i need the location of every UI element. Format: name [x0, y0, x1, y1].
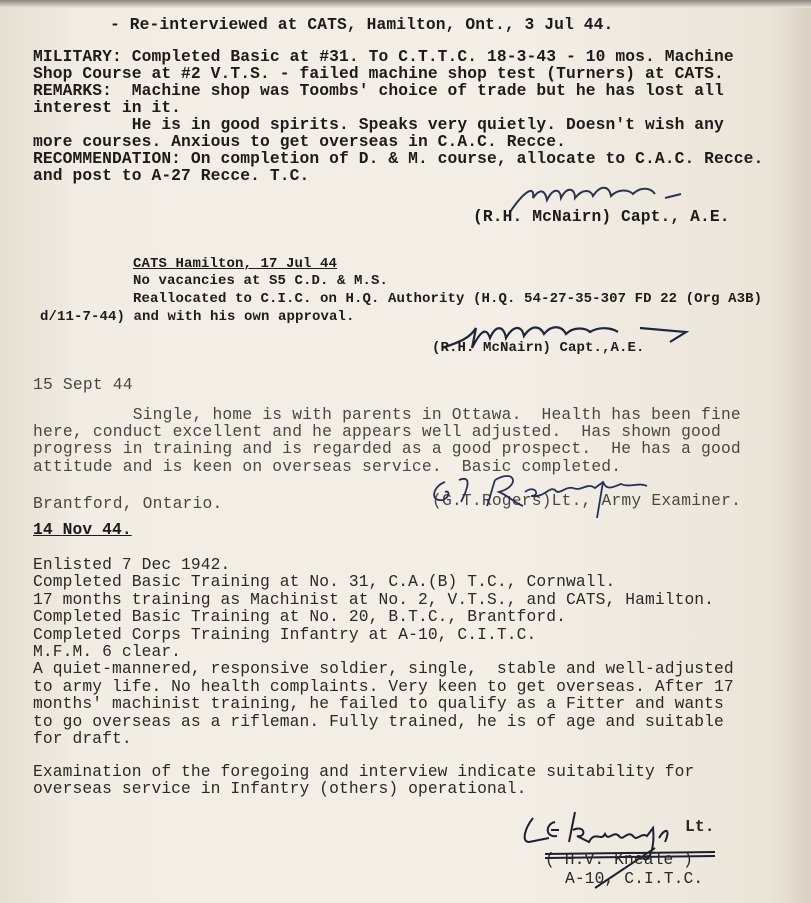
text-line: months' machinist training, he failed to qualify as a Fitter and wants	[33, 694, 724, 714]
brantford-place: Brantford, Ontario.	[33, 494, 223, 513]
text-line: Single, home is with parents in Ottawa. Health has been fine	[33, 405, 741, 424]
text-line: A quiet-mannered, responsive soldier, single, stable and well-adjusted	[33, 659, 734, 679]
text-line: Completed Basic Training at No. 20, B.T.C., Brantford.	[33, 607, 566, 627]
scan-edge	[0, 0, 811, 8]
reallocation-last-line: d/11-7-44) and with his own approval.	[40, 309, 355, 325]
text-line: Completed Basic Training at No. 31, C.A.(B) T.C., Cornwall.	[33, 572, 616, 592]
text-line: 17 months training as Machinist at No. 2, V.T.S., and CATS, Hamilton.	[33, 589, 715, 609]
text-line: Enlisted 7 Dec 1942.	[33, 555, 231, 574]
text-line: for draft.	[33, 729, 132, 749]
text-line: M.F.M. 6 clear.	[33, 642, 182, 662]
text-line: Completed Corps Training Infantry at A-10, C.I.T.C.	[33, 624, 537, 644]
text-line: He is in good spirits. Speaks very quietly. Doesn't wish any	[33, 115, 724, 134]
mcnairn-caption-1: (R.H. McNairn) Capt., A.E.	[473, 207, 730, 226]
text-line: Shop Course at #2 V.T.S. - failed machine shop test (Turners) at CATS.	[33, 64, 724, 83]
text-line: interest in it.	[33, 98, 182, 117]
reinterview-heading: - Re-interviewed at CATS, Hamilton, Ont., 3 Jul 44.	[110, 15, 614, 34]
sept-date: 15 Sept 44	[33, 375, 133, 394]
text-line: REMARKS: Machine shop was Toombs' choice of trade but he has lost all	[33, 81, 724, 100]
reallocation-body	[133, 273, 762, 308]
text-line: Examination of the foregoing and interview indicate suitability for	[33, 762, 695, 781]
text-line: MILITARY: Completed Basic at #31. To C.T.T.C. 18-3-43 - 10 mos. Machine	[33, 47, 734, 66]
text-line: Reallocated to C.I.C. on H.Q. Authority (H.Q. 54-27-35-307 FD 22 (Org A3B)	[133, 290, 763, 307]
reinterview-body	[33, 48, 763, 184]
text-line: more courses. Anxious to get overseas in C.A.C. Recce.	[33, 132, 566, 151]
text-line: No vacancies at S5 C.D. & M.S.	[133, 273, 389, 289]
nov-date: 14 Nov 44.	[33, 520, 132, 539]
text-line: progress in training and is regarded as a good prospect. He has a good	[33, 439, 741, 459]
manning-rank: Lt.	[685, 817, 715, 836]
text-line: to army life. No health complaints. Very keen to get overseas. After 17	[33, 676, 734, 696]
text-line: here, conduct excellent and he appears well adjusted. Has shown good	[33, 422, 721, 442]
kneale-unit: A-10, C.I.T.C.	[565, 869, 704, 888]
text-line: attitude and is keen on overseas service. Basic completed.	[33, 456, 622, 476]
rogers-caption: (G.T.Rogers)Lt., Army Examiner.	[432, 491, 742, 510]
text-line: overseas service in Infantry (others) operational.	[33, 779, 527, 799]
text-line: RECOMMENDATION: On completion of D. & M. course, allocate to C.A.C. Recce.	[33, 149, 764, 168]
cats-hamilton-heading: CATS Hamilton, 17 Jul 44	[133, 256, 338, 272]
kneale-caption: ( H.V. Kneale )	[545, 850, 694, 869]
mcnairn-caption-2: (R.H. McNairn) Capt.,A.E.	[432, 340, 645, 356]
rogers-signature	[425, 462, 705, 522]
conclusion-body	[33, 763, 694, 798]
text-line: and post to A-27 Recce. T.C.	[33, 166, 310, 185]
text-line: to go overseas as a rifleman. Fully trained, he is of age and suitable	[33, 711, 724, 731]
assessment-body	[33, 556, 734, 747]
